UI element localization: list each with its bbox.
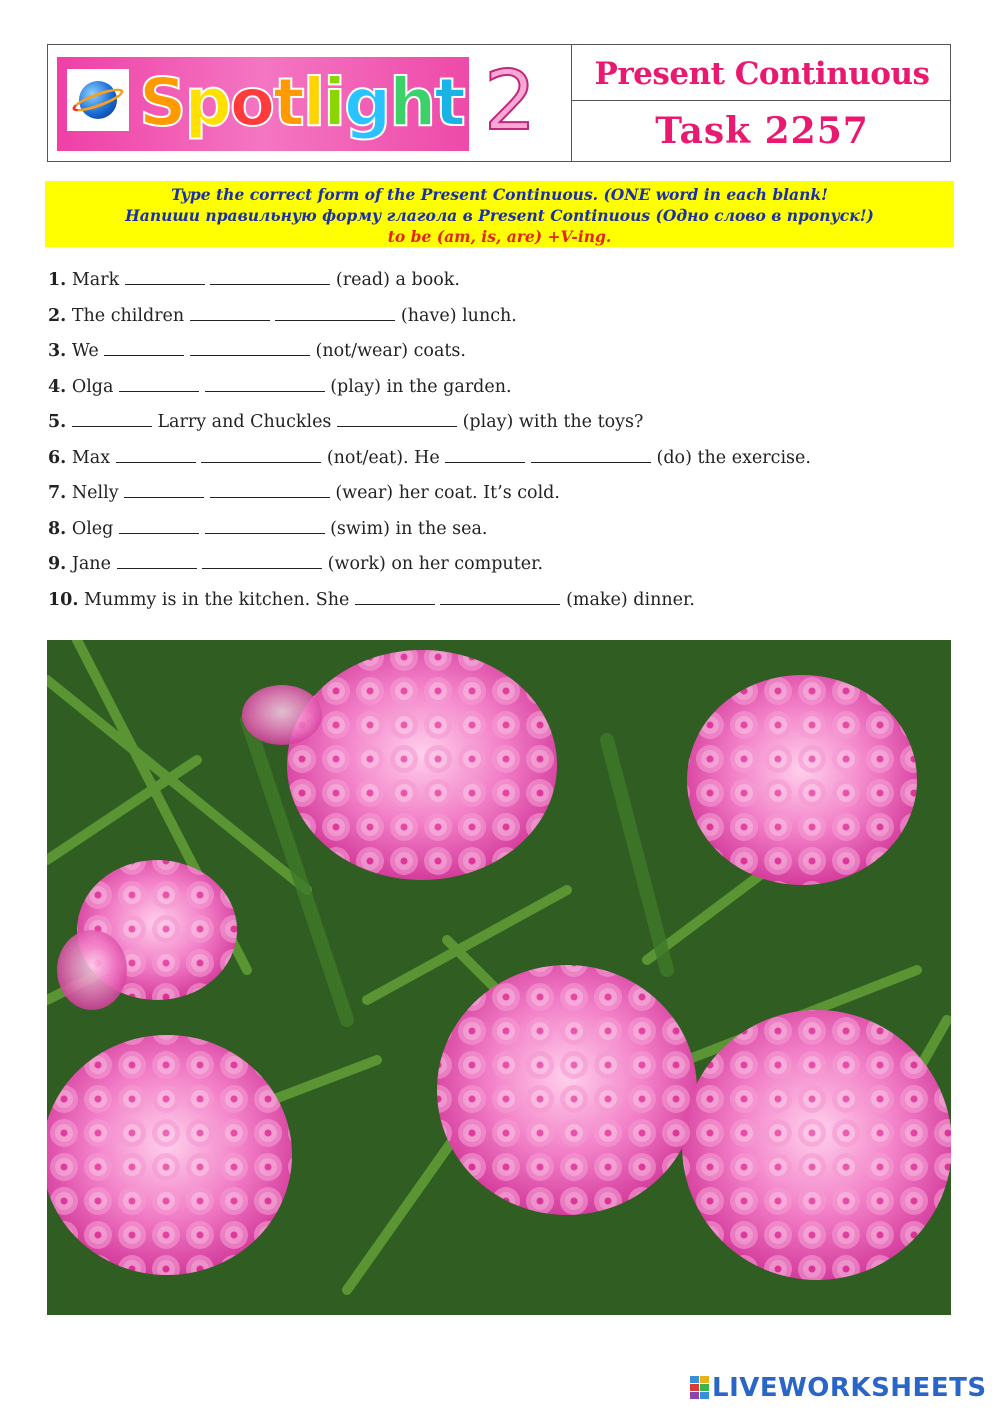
item-text: (make) dinner.: [566, 589, 695, 610]
item-number: 4.: [48, 376, 67, 397]
exercise-item: [48, 405, 968, 441]
globe-logo-icon: [67, 69, 129, 131]
answer-blank[interactable]: [445, 444, 525, 463]
grammar-rule: to be (am, is, are) +V-ing.: [387, 227, 612, 246]
exercise-item: [48, 370, 968, 406]
exercise-item: [48, 476, 968, 512]
answer-blank[interactable]: [190, 302, 270, 321]
worksheet-header: [47, 44, 951, 162]
answer-blank[interactable]: [117, 550, 197, 569]
item-number: 10.: [48, 589, 79, 610]
item-text: Oleg: [71, 518, 114, 539]
answer-blank[interactable]: [210, 266, 330, 285]
answer-blank[interactable]: [201, 444, 321, 463]
task-number: Task 2257: [655, 110, 869, 152]
item-text: (swim) in the sea.: [330, 518, 488, 539]
answer-blank[interactable]: [125, 266, 205, 285]
instructions-english: Type the correct form of the Present Continuous. (ONE word in each blank!: [171, 185, 828, 204]
answer-blank[interactable]: [210, 479, 330, 498]
answer-blank[interactable]: [190, 337, 310, 356]
answer-blank[interactable]: [104, 337, 184, 356]
item-text: (wear) her coat. It’s cold.: [335, 483, 560, 503]
logo-text: LIVEWORKSHEETS: [712, 1373, 987, 1403]
answer-blank[interactable]: [202, 550, 322, 569]
item-number: 8.: [48, 518, 67, 539]
item-text: We: [71, 341, 99, 361]
answer-blank[interactable]: [124, 479, 204, 498]
answer-blank[interactable]: [275, 302, 395, 321]
item-number: 1.: [48, 270, 67, 290]
item-text: (do) the exercise.: [656, 447, 811, 468]
item-text: Mark: [71, 270, 120, 290]
item-text: (read) a book.: [335, 270, 460, 290]
exercise-item: [48, 547, 968, 583]
topic-title: Present Continuous: [594, 56, 930, 92]
exercise-item: [48, 441, 968, 477]
answer-blank[interactable]: [531, 444, 651, 463]
answer-blank[interactable]: [119, 515, 199, 534]
flowers-photo: [47, 640, 951, 1315]
logo-squares-icon: [690, 1376, 710, 1400]
item-text: (have) lunch.: [400, 305, 517, 326]
exercise-list: [48, 263, 968, 618]
item-number: 3.: [48, 341, 67, 361]
answer-blank[interactable]: [205, 373, 325, 392]
item-number: 2.: [48, 305, 67, 326]
answer-blank[interactable]: [119, 373, 199, 392]
item-text: (play) in the garden.: [330, 376, 512, 397]
exercise-item: [48, 263, 968, 299]
item-text: Max: [71, 447, 111, 468]
exercise-item: [48, 334, 968, 370]
item-text: Olga: [71, 376, 114, 397]
answer-blank[interactable]: [205, 515, 325, 534]
answer-blank[interactable]: [337, 408, 457, 427]
level-number: 2: [484, 54, 537, 149]
exercise-item: [48, 512, 968, 548]
item-text: The children: [71, 305, 185, 326]
item-text: (play) with the toys?: [462, 412, 644, 432]
brand-logo: Spotlight: [139, 64, 464, 141]
exercise-item: [48, 299, 968, 335]
answer-blank[interactable]: [72, 408, 152, 427]
liveworksheets-logo: [690, 1370, 990, 1406]
item-text: Nelly: [71, 483, 119, 503]
instructions-russian: Напиши правильную форму глагола в Present Continuous (Одно слово в пропуск!): [125, 206, 874, 225]
answer-blank[interactable]: [440, 586, 560, 605]
item-number: 6.: [48, 447, 67, 468]
instructions-box: [45, 181, 954, 247]
answer-blank[interactable]: [116, 444, 196, 463]
item-text: Mummy is in the kitchen. She: [84, 589, 350, 610]
exercise-item: [48, 583, 968, 619]
item-text: Larry and Chuckles: [157, 412, 332, 432]
spotlight-banner: [57, 57, 469, 151]
item-number: 5.: [48, 412, 67, 432]
item-text: Jane: [71, 554, 111, 574]
answer-blank[interactable]: [355, 586, 435, 605]
item-number: 7.: [48, 483, 67, 503]
item-text: (not/wear) coats.: [315, 341, 466, 361]
item-text: (work) on her computer.: [327, 554, 544, 574]
item-number: 9.: [48, 554, 67, 574]
item-text: (not/eat). He: [326, 447, 440, 468]
